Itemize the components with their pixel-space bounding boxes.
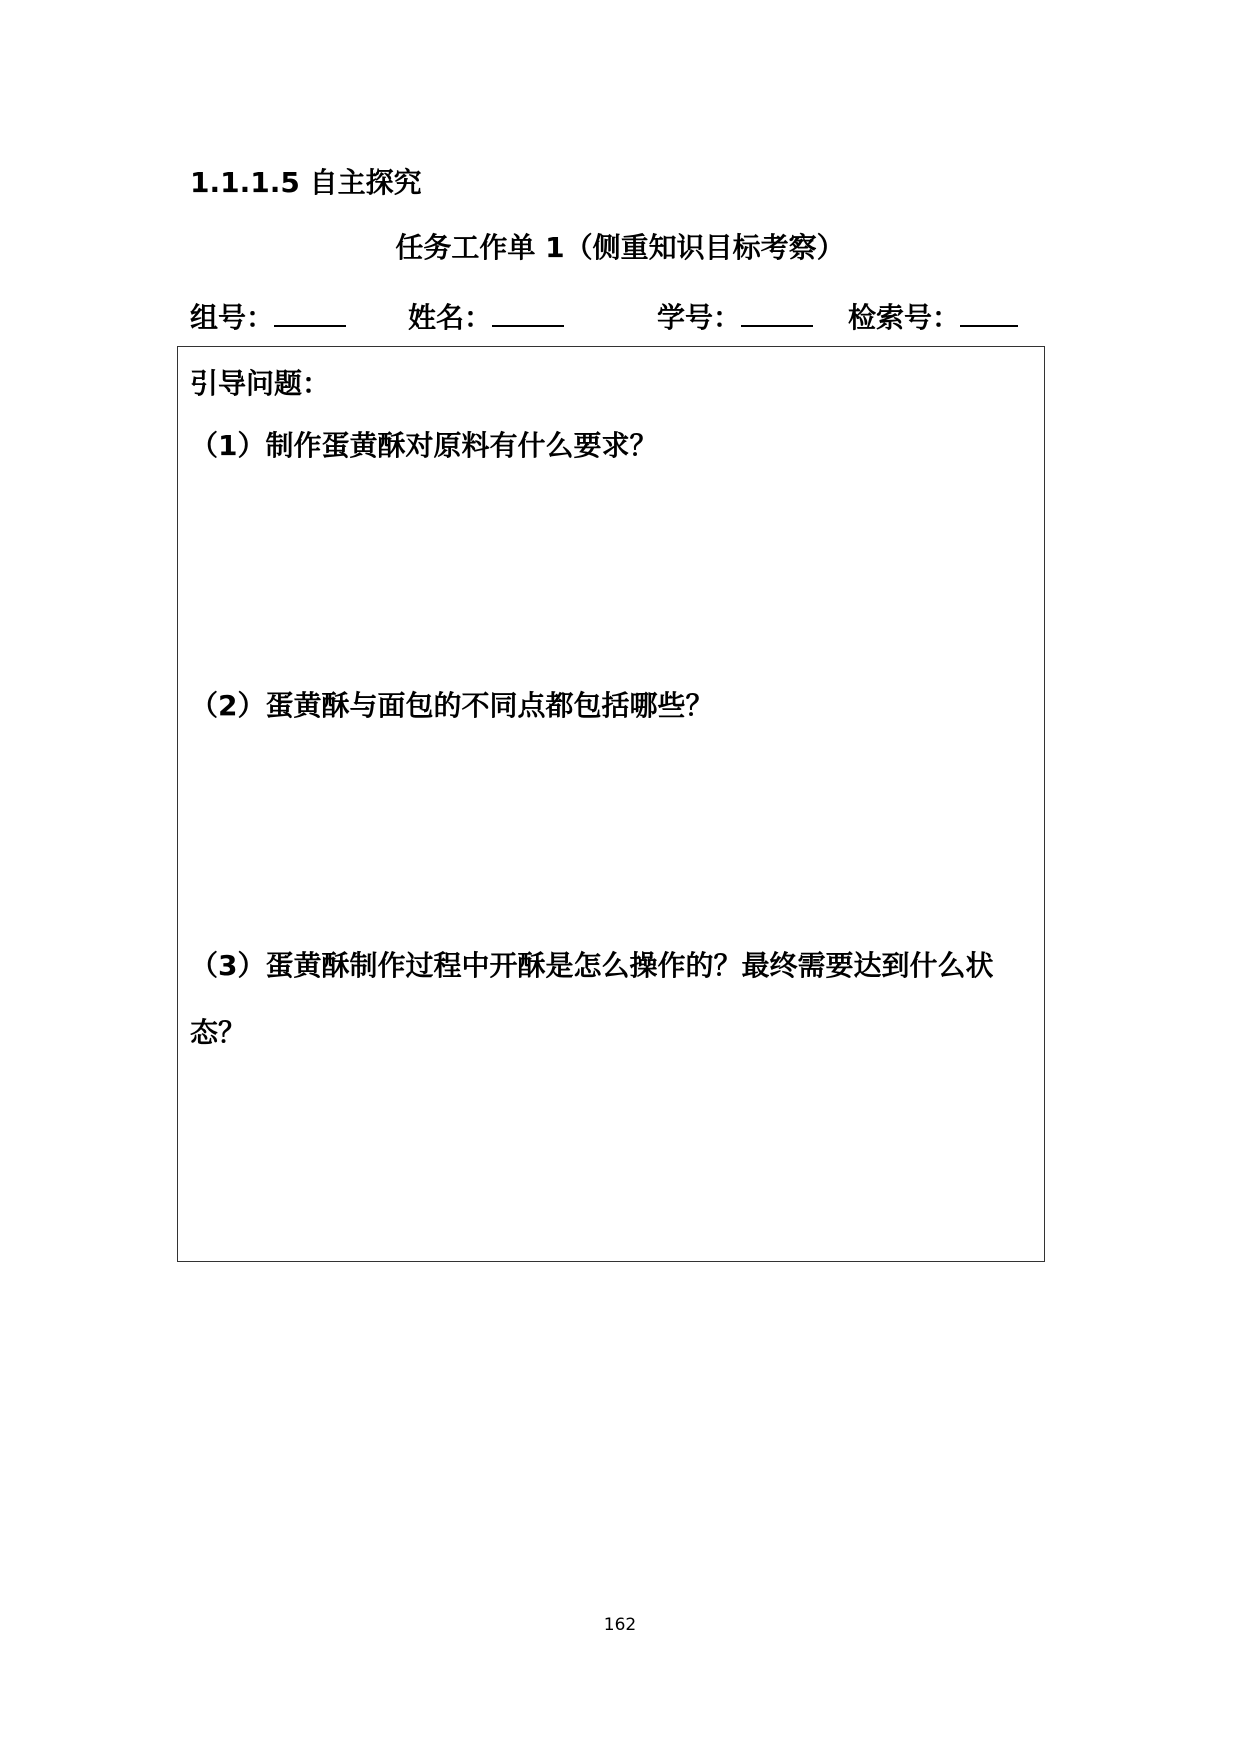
section-heading: 1.1.1.5 自主探究 — [190, 166, 422, 199]
index-number-blank[interactable] — [960, 295, 1018, 327]
group-number-blank[interactable] — [274, 295, 346, 327]
guiding-questions-box — [177, 346, 1045, 1262]
question-3: （3）蛋黄酥制作过程中开酥是怎么操作的？最终需要达到什么状态？ — [190, 949, 994, 1049]
index-number-label: 检索号： — [848, 301, 961, 334]
worksheet-title: 任务工作单 1（侧重知识目标考察） — [395, 231, 845, 264]
group-number-field — [190, 295, 346, 338]
guiding-questions-heading: 引导问题： — [190, 367, 331, 400]
name-field — [408, 295, 564, 338]
name-blank[interactable] — [492, 295, 564, 327]
index-number-field — [848, 295, 1018, 338]
page-number: 162 — [603, 1615, 637, 1635]
student-info-row — [190, 295, 1040, 335]
group-number-label: 组号： — [190, 301, 275, 334]
student-id-blank[interactable] — [741, 295, 813, 327]
question-1: （1）制作蛋黄酥对原料有什么要求？ — [190, 429, 658, 462]
student-id-label: 学号： — [657, 301, 742, 334]
student-id-field — [657, 295, 813, 338]
question-2: （2）蛋黄酥与面包的不同点都包括哪些？ — [190, 689, 714, 722]
name-label: 姓名： — [408, 301, 493, 334]
